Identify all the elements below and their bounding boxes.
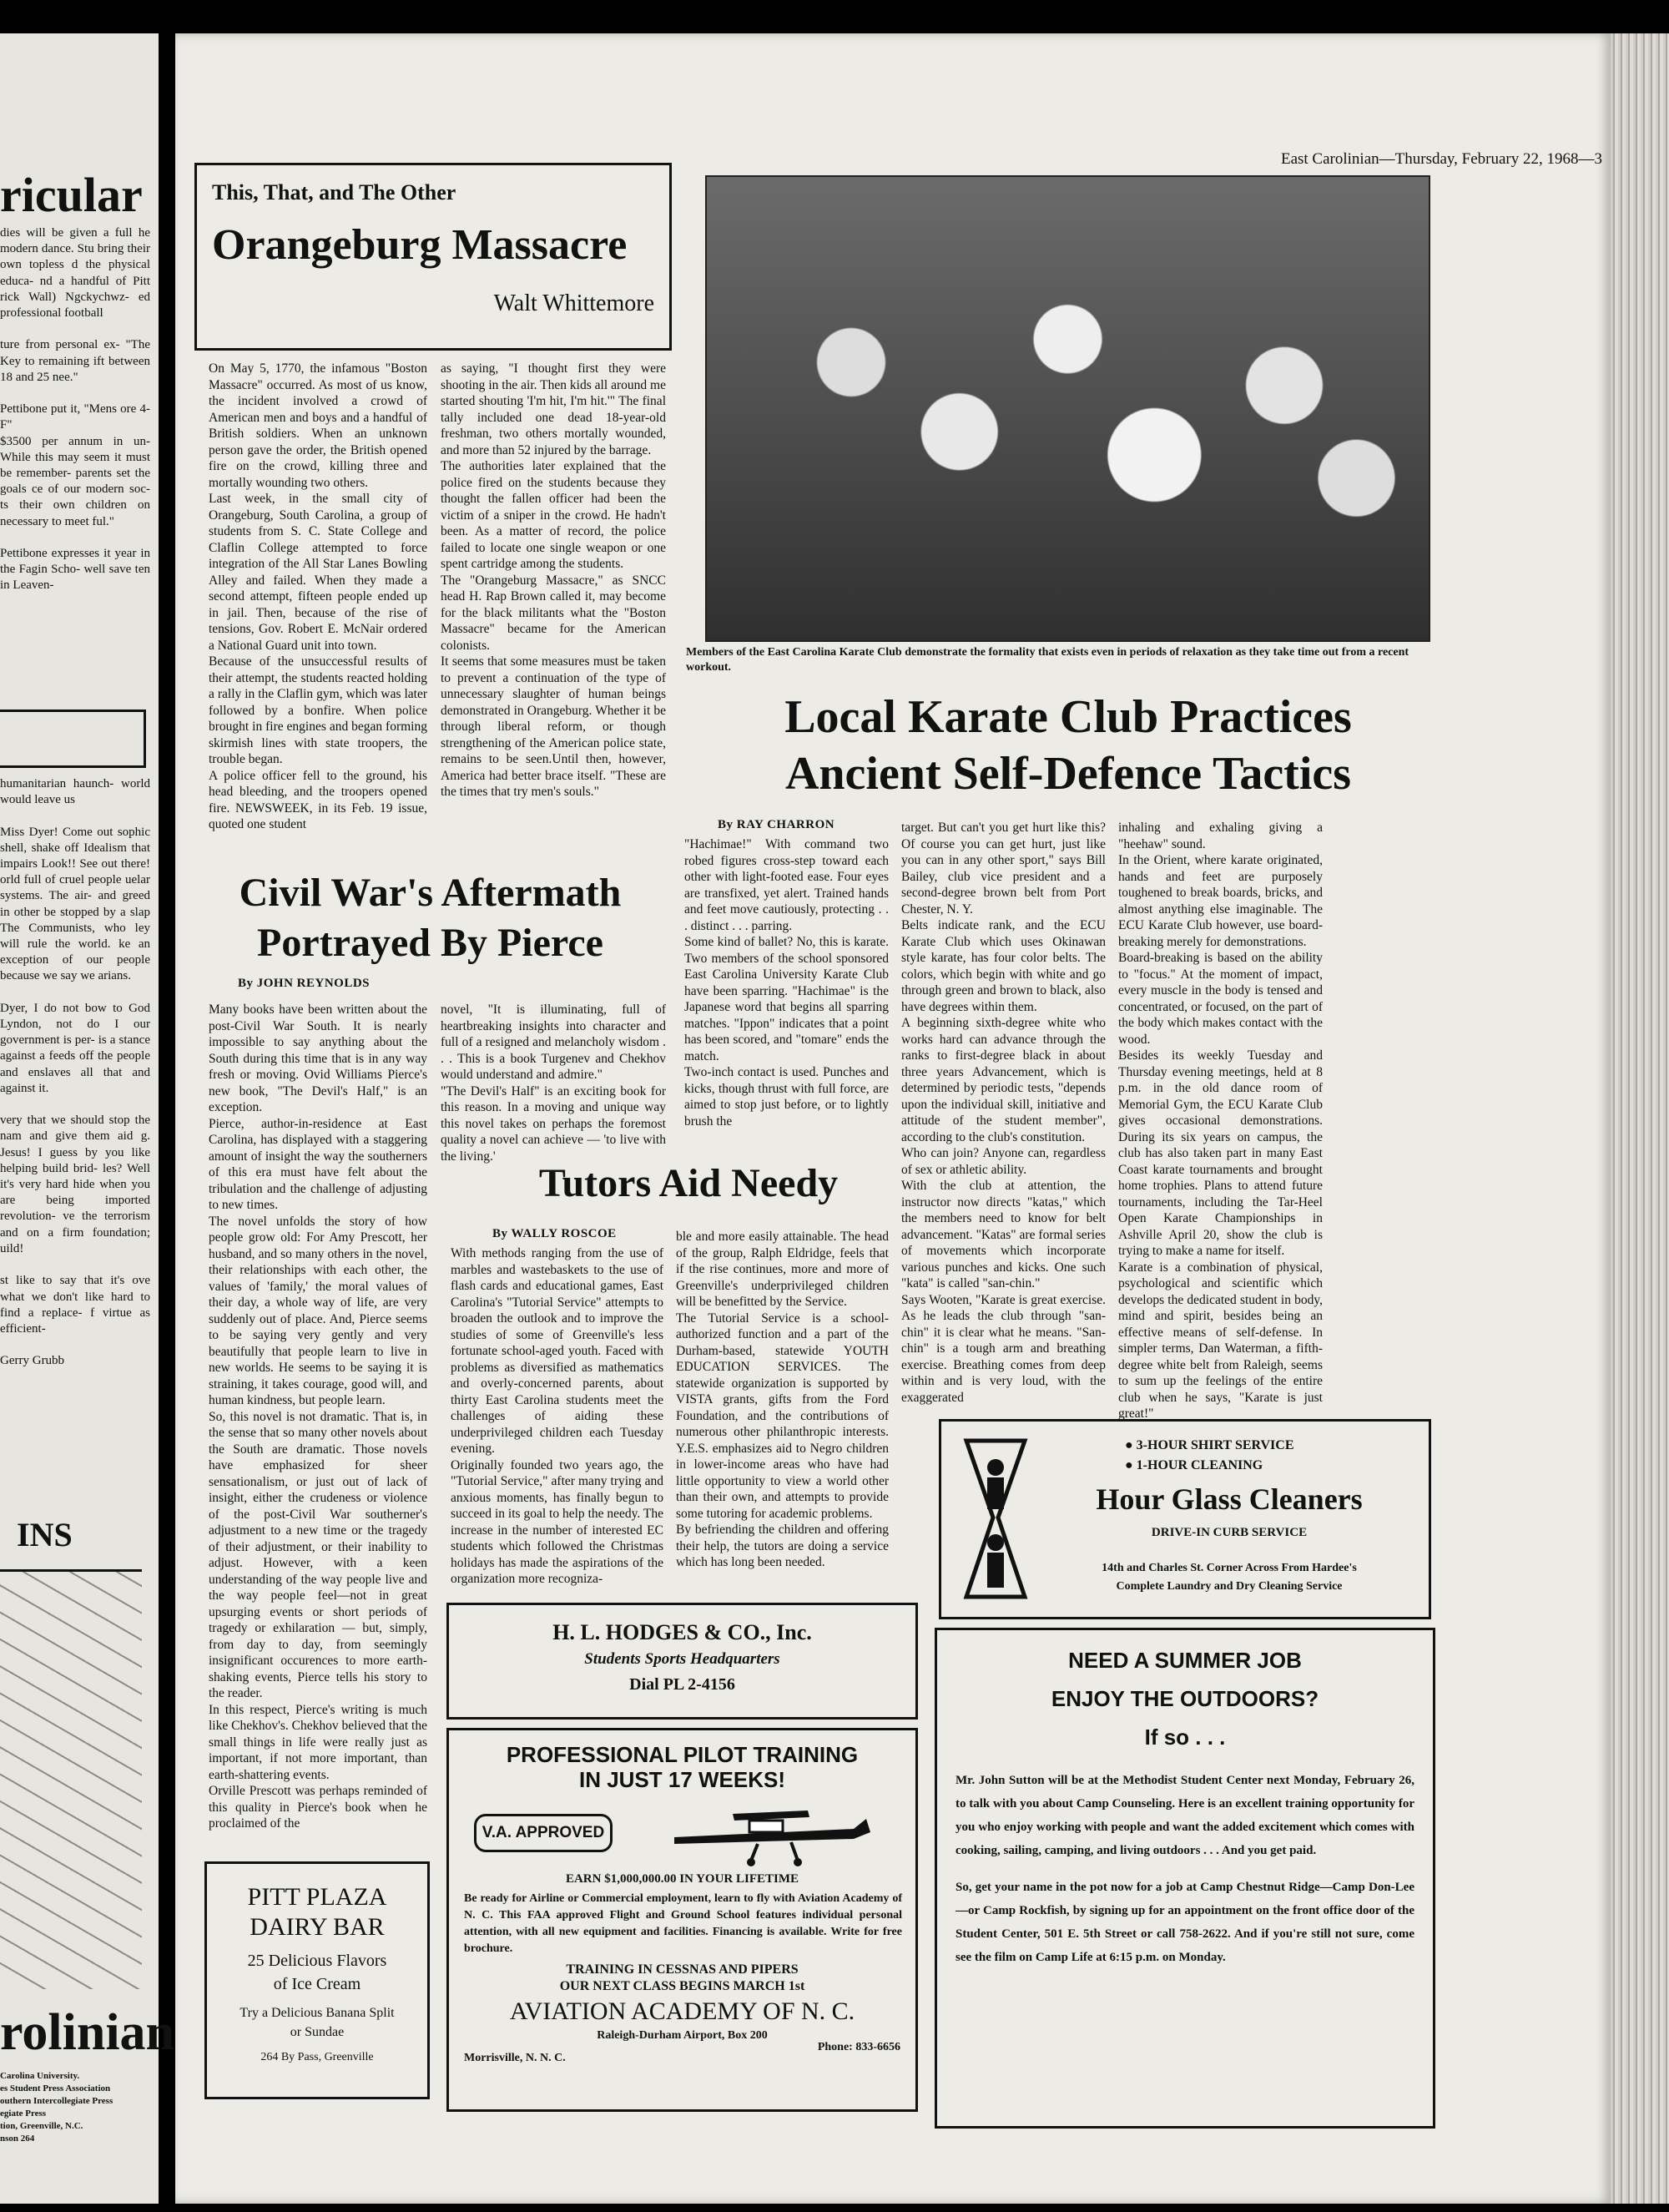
karate-club-photo [705,175,1430,642]
dairy-try: Try a Delicious Banana Split [240,2006,395,2020]
summer-head-1: NEED A SUMMER JOB [1068,1648,1302,1673]
masthead-line: tion, Greenville, N.C. [0,2121,83,2131]
hourglass-address: 14th and Charles St. Corner Across From Hardee's [1102,1562,1357,1574]
pilot-head-1: PROFESSIONAL PILOT TRAINING [506,1742,859,1767]
left-heading: ricular [0,168,143,222]
dairy-bar-ad [204,1861,430,2099]
airplane-icon [658,1795,875,1871]
column-kicker: This, That, and The Other [212,180,456,205]
summer-job-ad [935,1628,1435,2129]
left-empty-box [0,710,146,768]
dairy-or: or Sundae [290,2025,345,2039]
masthead-line: outhern Intercollegiate Press [0,2096,113,2106]
karate-title-line1: Local Karate Club Practices [784,691,1352,743]
column-header-box [194,163,672,351]
pilot-name: AVIATION ACADEMY OF N. C. [509,1997,855,2025]
left-masthead: rolinian [0,2004,175,2061]
hourglass-line1: ● 3-HOUR SHIRT SERVICE [1125,1438,1294,1452]
left-ad-heading: INS [17,1516,73,1553]
dairy-flavors-2: of Ice Cream [273,1975,361,1993]
karate-headline [668,689,1469,802]
pilot-head-2: IN JUST 17 WEEKS! [578,1767,786,1792]
pilot-phone: Phone: 833-6656 [817,2041,900,2053]
pilot-address: Raleigh-Durham Airport, Box 200 [597,2029,768,2042]
pilot-city: Morrisville, N. N. C. [464,2052,566,2064]
dairy-name-1: PITT PLAZA [247,1883,387,1911]
karate-title-line2: Ancient Self-Defence Tactics [784,748,1352,800]
summer-head-3: If so . . . [1144,1725,1226,1750]
photo-caption: Members of the East Carolina Karate Club demonstrate the formality that exists even in periods of relaxation as they take time out from a recent workout. [686,646,1409,674]
tutors-byline: By WALLY ROSCOE [492,1227,617,1240]
dairy-address: 264 By Pass, Greenville [260,2051,374,2063]
summer-paragraph-2: So, get your name in the pot now for a job at Camp Chestnut Ridge—Camp Don-Lee—or Camp Rockfish, by signing up for an appointment on the front office door of the Student Center, 501 E. 5th Street or call 758-2622. And if you're still not sure, come see the film on Camp Life at 6:15 p.m. on Monday. [956,1881,1414,1964]
masthead-line: nson 264 [0,2134,35,2144]
hourglass-name: Hour Glass Cleaners [1096,1482,1363,1516]
pierce-title-line2: Portrayed By Pierce [257,921,603,965]
hourglass-sub: DRIVE-IN CURB SERVICE [1151,1526,1308,1539]
masthead-line: es Student Press Association [0,2083,111,2093]
dairy-name-2: DAIRY BAR [250,1913,385,1941]
left-masthead-lines [0,2070,150,2145]
left-cartoon [0,1569,142,1989]
tutors-text-col2: ble and more easily attainable. The head of the group, Ralph Eldridge, feels that if the rise continues, more and more of Greenville's underprivileged children will be benefitted by the Service. The Tutorial Service is a school-authorized function and a part of the Durham-based, statewide YOUTH EDUCATION SERVICES. The statewide organization is supported by VISTA grants, gifts from the Ford Foundation, and the contributions of numerous other philanthropic interests. Y.E.S. emphasizes aid to Negro children in lower-income areas who have had little opportunity to view a world other than their own, and attempts to provide some tutoring for academic problems. By befriending the children and offering their help, the tutors are doing a service which has long been needed. [676,1230,889,1569]
pilot-training-ad [446,1728,918,2112]
left-facing-page [0,33,175,2204]
left-letter-text: humanitarian haunch- world would leave us Miss Dyer! Come out sophic shell, shake off Idealism that impairs Look!! See out there! orld full of cruel people uelar systems. The air- and greed in other be stopped by a slap The Communists, who ley will rule the world. ke an exception of our people because we say we arians. Dyer, I do not bow to God Lyndon, not do I our government is per- is a stance against a feeds off the people and enslaves all that and against it. very that we should stop the nam and give them aid g. Jesus! I guess by you like helping build brid- les? Well it's very hard hide when you are being imported revolution- ve the terrorism and on a firm foundation; uild! st like to say that it's ove what we don't like hard to find a replace- f virtue as efficient- Gerry Grubb [0,777,150,1368]
karate-text-col2: target. But can't you get hurt like this? Of course you can get hurt, just like you can in any other sport," says Bill Bailey, club vice president and a second-degree brown belt from Port Chester, N. Y. Belts indicate rank, and the ECU Karate Club which uses Okinawan style karate, has four color belts. The colors, which begin with white and go through green and brown to black, also have degrees within them. A beginning sixth-degree white who works hard can advance through the ranks to first-degree black in about three years Advancement, which is determined by periodic tests, "depends upon the individual skill, initiative and attitude of the student member", according to the club's constitution. Who can join? Anyone can, regardless of sex or athletic ability. With the club at attention, the instructor now directs "katas," which the members need to know for belt advancement. "Katas" are formal series of movements which incorporate various punches and kicks. One such "kata" is called "san-chin." Says Wooten, "Karate is great exercise. As he leads the club through "san-chin" it is clear what he means. "San-chin" is a tough arm and breathing exercise. Breathing comes from deep within and is very loud, with the exaggerated [901,821,1106,1405]
pilot-line-1: TRAINING IN CESSNAS AND PIPERS [566,1962,799,1977]
page-masthead: East Carolinian—Thursday, February 22, 1968—3 [1280,150,1602,168]
tutors-text-col1: With methods ranging from the use of marbles and wastebaskets to the use of flash cards and educational games, East Carolina's "Tutorial Service" attempts to broaden the outlook and to improve the studies of some of Greenville's less fortunate school-aged youth. Faced with problems as diversified as mathematics and overly-concerned parents, about thirty East Carolina students meet the challenges of aiding these underprivileged children each Tuesday evening. Originally founded two years ago, the "Tutorial Service," after many trying and anxious moments, has finally begun to succeed in its goal to help the needy. The increase in the number of interested EC students which followed the Christmas holidays has made the aspirations of the organization more recogniza- [451,1246,663,1586]
va-approved-badge: V.A. APPROVED [474,1814,613,1852]
pierce-title-line1: Civil War's Aftermath [239,871,622,915]
hodges-ad [446,1603,918,1720]
hodges-phone: Dial PL 2-4156 [629,1675,735,1694]
karate-text-col3: inhaling and exhaling giving a "heehaw" sound. In the Orient, where karate originated, hands and feet are purposely toughened to break boards, bricks, and almost anything else imaginable. The ECU Karate Club however, use board-breaking merely for demonstrations. Board-breaking is based on the ability to "focus." At the moment of impact, every muscle in the body is tensed and concentrated, or focused, on the part of the body which makes contact with the wood. Besides its weekly Tuesday and Thursday evening meetings, held at 8 p.m. in the old dance room of Memorial Gym, the ECU Karate Club gives occasional demonstrations. During its six years on campus, the club has also taken part in many East Coast karate tournaments and brought home trophies. Plans to attend future tournaments, including the Tar-Heel Open Karate Championships in Ashville April 20, show the club is trying to make a name for itself. Karate is a combination of physical, psychological and scientific which develops the dedicated student in body, mind and spirit, besides being an effective means of self-defense. In simpler terms, Dan Waterman, a fifth-degree white belt from Raleigh, seems to sum up the feelings of the entire club when he says, "Karate is just great!" [1118,821,1323,1421]
summer-paragraph-1: Mr. John Sutton will be at the Methodist Student Center next Monday, February 26, to talk with you about Camp Counseling. Here is an excellent training opportunity for you who enjoy working with people and want the added excitement which comes with cooking, sailing, camping, and living outdoors . . . And you get paid. [956,1774,1414,1857]
summer-head-2: ENJOY THE OUTDOORS? [1051,1686,1319,1711]
column-author: Walt Whittemore [493,290,654,316]
karate-text-col1: "Hachimae!" With command two robed figures cross-step toward each other with light-footed ease. Four eyes are transfixed, yet alert. Trained hands and feet move cautiously, protecting . . . distinct . . . parring. Some kind of ballet? No, this is karate. Two members of the school sponsored East Carolina University Karate Club have been sparring. "Hachimae" is the Japanese word that begins all sparring matches. "Ippon" indicates that a point has been scored, and "tomare" ends the match. Two-inch contact is used. Punches and kicks, though thrust with full force, are aimed to stop just before, or to lightly brush the [684,837,889,1129]
column-title: Orangeburg Massacre [212,221,628,269]
masthead-line: egiate Press [0,2108,47,2119]
hourglass-line2: ● 1-HOUR CLEANING [1125,1458,1263,1472]
pierce-text-col2: novel, "It is illuminating, full of heartbreaking insights into character and full of a resigned and melancholy wisdom . . . This is a book Turgenev and Chekhov would understand and admire." "The Devil's Half" is an exciting book for this reason. In a moving and unique way this novel takes on perhaps the foremost quality a novel can achieve — 'to live with the living.' [441,1002,666,1164]
column-text-col1: On May 5, 1770, the infamous "Boston Massacre" occurred. As most of us know, the incident involved a crowd of American men and boys and a handful of British soldiers. When an unknown person gave the order, the British opened fire on the crowd, killing three and mortally wounding two others. Last week, in the small city of Orangeburg, South Carolina, a group of students from S. C. State College and Claflin College attempted to force integration of the All Star Lanes Bowling Alley and failed. When they made a second attempt, fifteen people ended up in jail. Then, because of the rise of tensions, Gov. Robert E. McNair ordered a National Guard unit into town. Because of the unsuccessful results of their attempt, the students reacted holding a rally in the Claflin gym, which was later followed by a bonfire. When police brought in fire engines and began forming skirmish lines with state troopers, the trouble began. A police officer fell to the ground, his head bleeding, and the troopers opened fire. NEWSWEEK, in its Feb. 19 issue, quoted one student [209,361,427,831]
hourglass-cleaners-ad [939,1419,1431,1619]
masthead-line: Carolina University. [0,2071,80,2081]
pierce-text-col1: Many books have been written about the post-Civil War South. It is nearly impossible to say anything about the South during this time that is in any way fresh or moving. Ovid Williams Pierce's new book, "The Devil's Half," is an exception. Pierce, author-in-residence at East Carolina, has displayed with a staggering amount of insight the way the southerners of this era must have felt about the tribulation and the challenge of adjusting to new times. The novel unfolds the story of how people grow old: For Amy Prescott, her husband, and so many others in the novel, their relationships with each other, the values of 'family,' the moral values of their day, a whole way of life, are very suddenly out of place. And, Pierce seems to be saying very gently and very beautifully that people learn to live in new worlds. He seems to be saying it is straining, it takes courage, good will, and human kindness, but people learn. So, this novel is not dramatic. That is, in the sense that so many other novels about the South are dramatic. Those novels have emphasized for sheer sensationalism, or just out of lack of insight, either the crudeness or violence of the post-Civil War southerner's adjustment to a new time or the tragedy of their adjustment, or their inability to adjust. However, with a keen understanding of the way people live and the way people feel—not in great upsurging events or short periods of tragedy or exhilaration — but, simply, from day to day, from seemingly insignificant occurences to more earth-shaking events, Pierce tells his story to the reader. In this respect, Pierce's writing is much like Chekhov's. Chekhov believed that the small things in life were really just as important, if not more important, than earth-shattering events. Orville Prescott was perhaps reminded of this quality in Pierce's book when he proclaimed of the [209,1002,427,1831]
newspaper-page [175,33,1611,2204]
pierce-headline [194,868,666,968]
dairy-flavors: 25 Delicious Flavors [247,1952,387,1970]
hodges-tagline: Students Sports Headquarters [584,1650,780,1668]
karate-byline: By RAY CHARRON [718,818,835,831]
page-stack-edge [1611,33,1669,2204]
pierce-byline: By JOHN REYNOLDS [238,977,371,990]
hourglass-service: Complete Laundry and Dry Cleaning Service [1116,1580,1343,1593]
tutors-title: Tutors Aid Needy [538,1161,839,1205]
pilot-body: Be ready for Airline or Commercial employment, learn to fly with Aviation Academy of N. C. This FAA approved Flight and Ground School features individual personal attention, with all new equipment and facilities. Financing is available. Write for free brochure. [464,1892,902,1955]
pilot-line-2: OUR NEXT CLASS BEGINS MARCH 1st [559,1979,805,1993]
left-article-text: dies will be given a full he modern dance. Stu bring their own topless d the physical educa- nd a handful of Pitt rick Wall) Ngckychwz- ed professional football ture from personal ex- "The Key to remaining ift between 18 and 25 nee." Pettibone put it, "Mens ore 4-F" $3500 per annum in un- While this may seem it must be remember- parents set the goals ce of our modern soc- ts their own children on necessary to meet ful." Pettibone expresses it year in the Fagin Scho- well save ten in Leaven- [0,226,150,593]
hodges-name: H. L. HODGES & CO., Inc. [552,1620,812,1644]
pilot-earn: EARN $1,000,000.00 IN YOUR LIFETIME [565,1872,799,1886]
column-text-col2: as saying, "I thought first they were shooting in the air. Then kids all around me started shouting 'I'm hit, I'm hit.'" The final tally included one dead 18-year-old freshman, two others mortally wounded, and more than 52 injured by the barrage. The authorities later explained that the police fired on the students because they thought the fallen officer had been the victim of a sniper in the crowd. He hadn't been. As a matter of record, the police failed to locate one single weapon or one spent cartridge among the students. The "Orangeburg Massacre," as SNCC head H. Rap Brown called it, may become for the black militants what the "Boston Massacre" became for the American colonists. It seems that some measures must be taken to prevent a continuation of the type of unnecessary slaughter of human beings demonstrated in Orangeburg. Whether it be through liberal reform, or though strengthening of the American police state, remains to be seen.Until then, however, America had better brace itself. "These are the times that try men's souls." [441,361,666,799]
hourglass-icon [958,1434,1033,1605]
